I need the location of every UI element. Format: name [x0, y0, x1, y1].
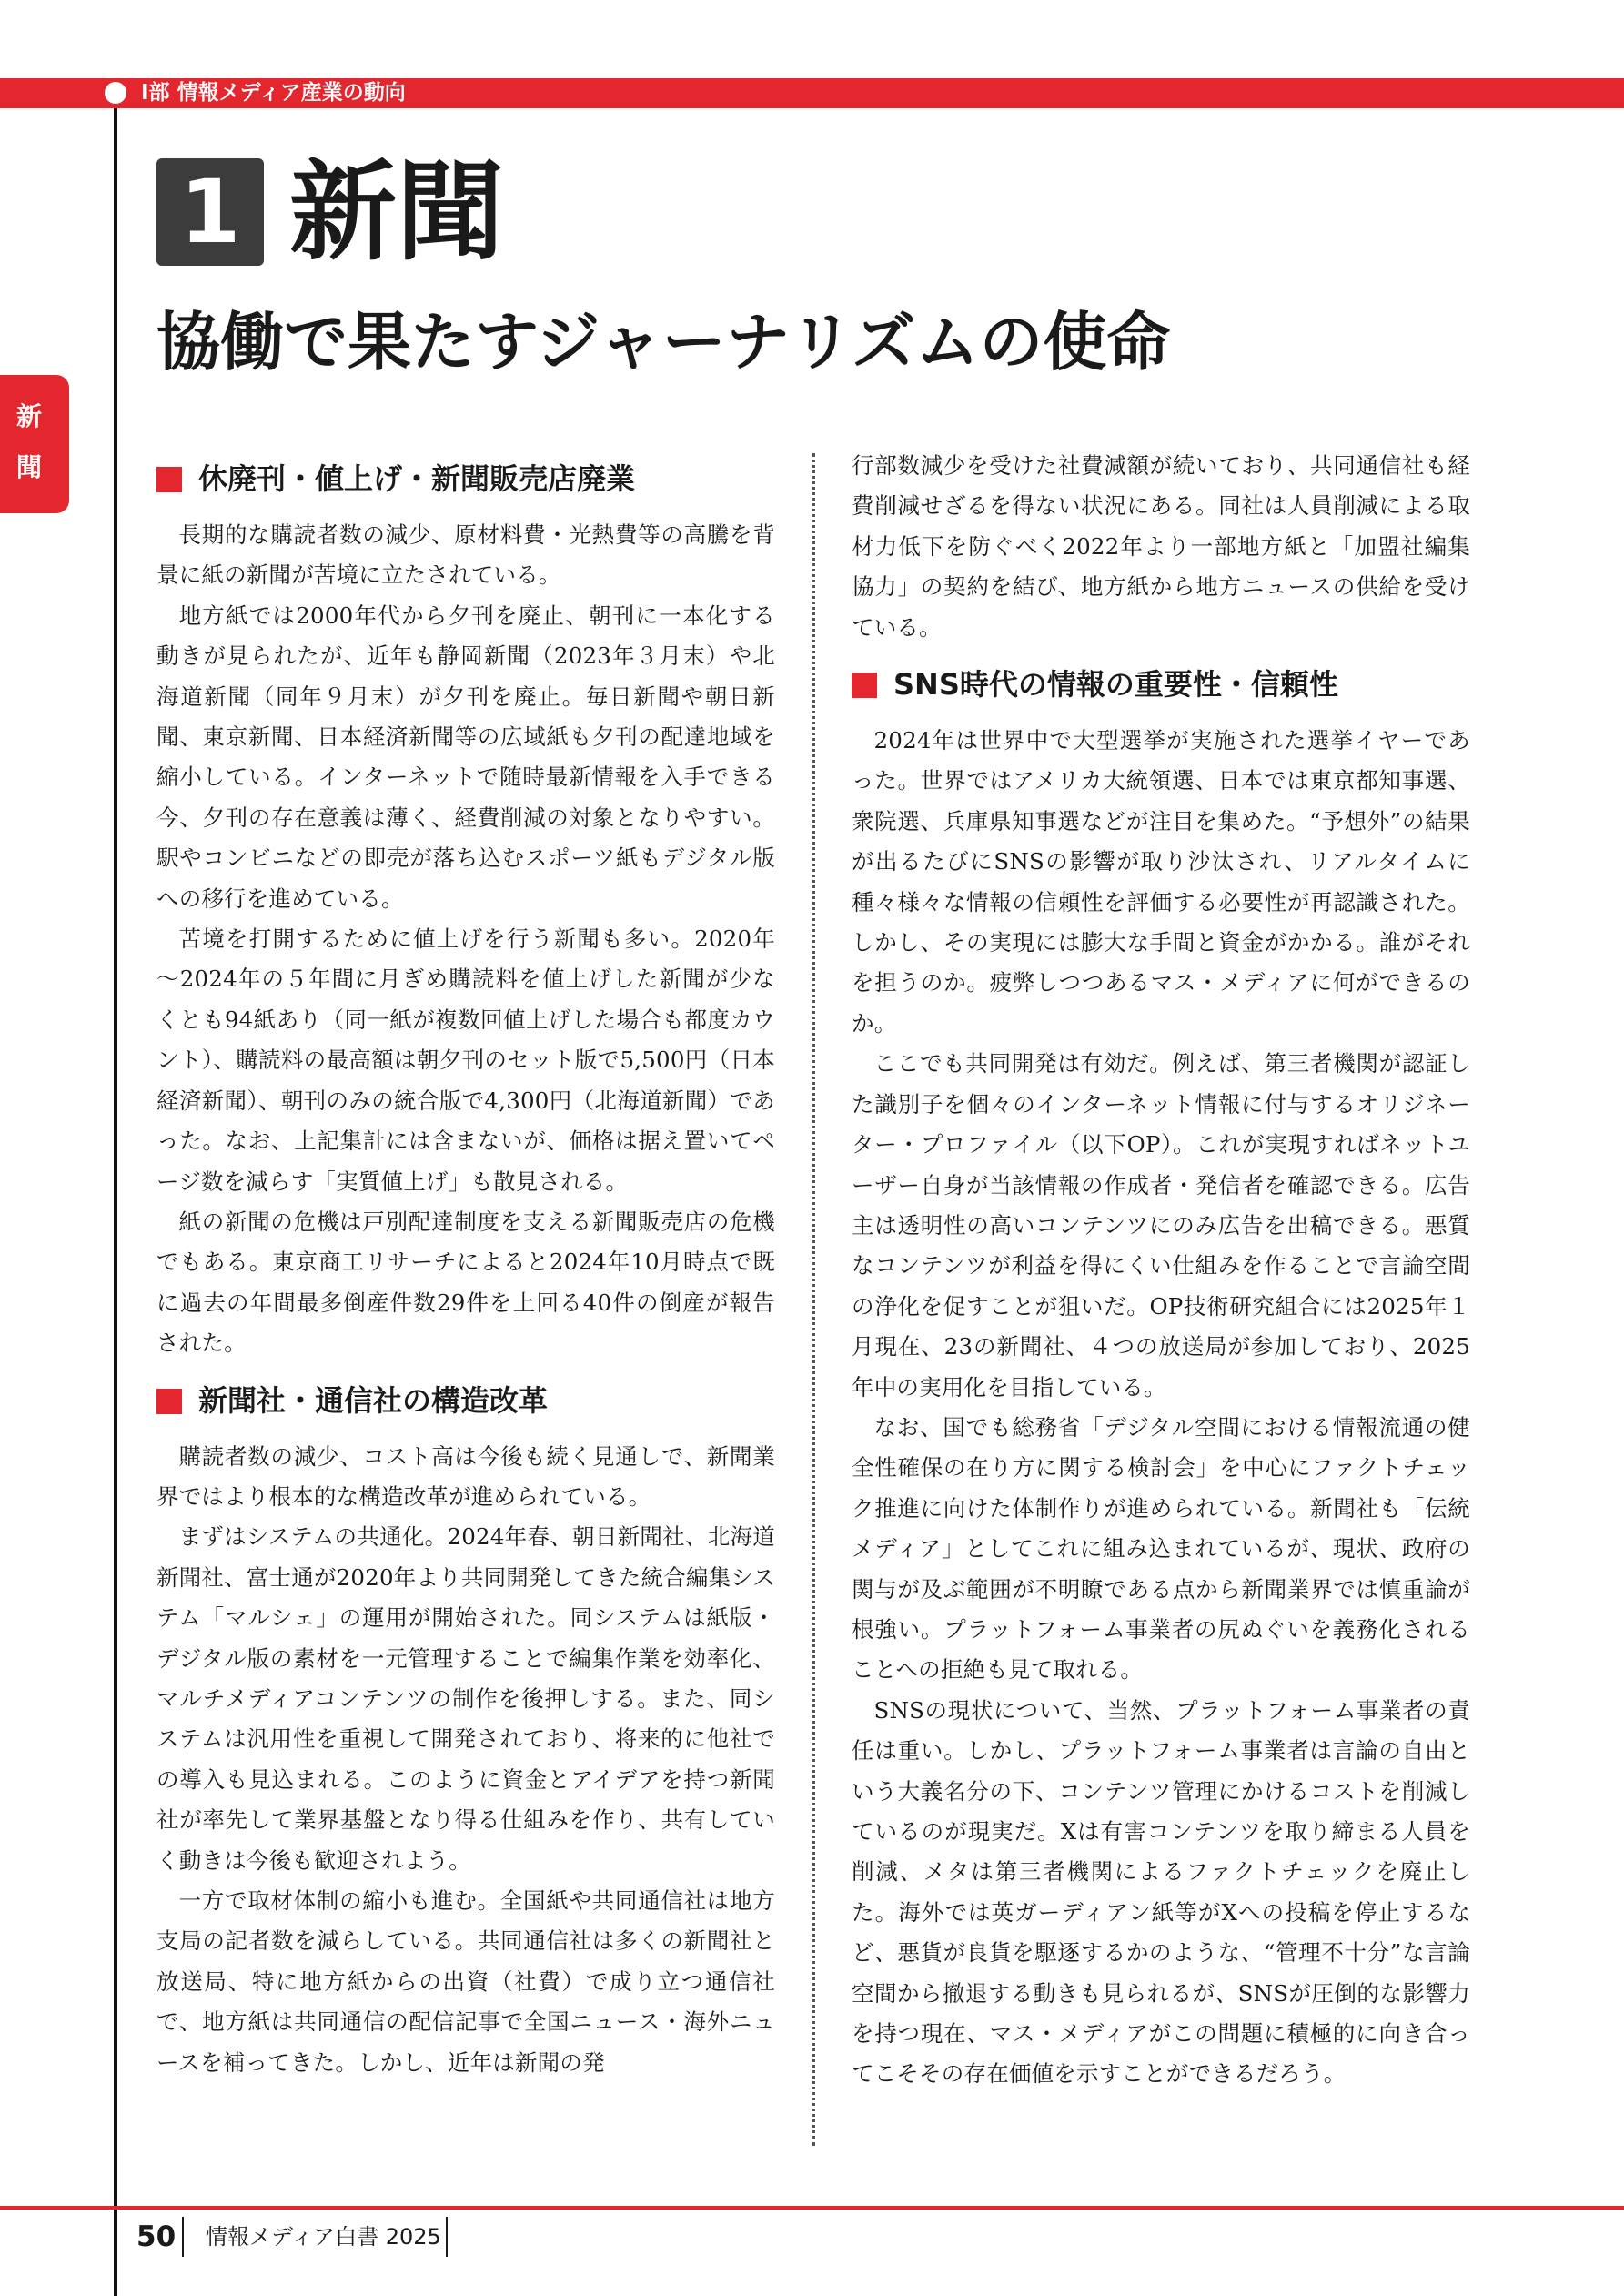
chapter-title: 新聞 — [289, 149, 505, 275]
body-paragraph: 行部数減少を受けた社費減額が続いており、共同通信社も経費削減せざるを得ない状況にある。同社は人員削減による取材力低下を防ぐべく2022年より一部地方紙と「加盟社編集協力」の契約を結び、地方紙から地方ニュースの供給を受けている。 — [852, 452, 1470, 641]
chapter-subtitle: 協働で果たすジャーナリズムの使命 — [156, 304, 1171, 379]
bullet-dot-icon — [105, 82, 126, 104]
side-tab-char-1: 新 — [15, 401, 42, 431]
left-column — [156, 459, 775, 2083]
breadcrumb: Ⅰ部 情報メディア産業の動向 — [141, 81, 406, 105]
section-heading — [852, 664, 1470, 704]
section-heading — [156, 1381, 775, 1421]
section-heading — [156, 459, 775, 499]
footer-separator — [446, 2217, 448, 2257]
body-paragraph: 2024年は世界中で大型選挙が実施された選挙イヤーであった。世界ではアメリカ大統領選、日本では東京都知事選、衆院選、兵庫県知事選などが注目を集めた。“予想外”の結果が出るたびにSNSの影響が取り沙汰され、リアルタイムに種々様々な情報の信頼性を評価する必要性が再認識された。しかし、その実現には膨大な手間と資金がかかる。誰がそれを担うのか。疲弊しつつあるマス・メディアに何ができるのか。 — [852, 727, 1470, 1037]
side-tab — [0, 375, 69, 513]
section-heading-text: 新聞社・通信社の構造改革 — [198, 1382, 549, 1418]
red-square-icon — [156, 1389, 182, 1414]
section-heading-text: 休廃刊・値上げ・新聞販売店廃業 — [198, 461, 636, 496]
body-paragraph: 紙の新聞の危機は戸別配達制度を支える新聞販売店の危機でもある。東京商工リサーチによると2024年10月時点で既に過去の年間最多倒産件数29件を上回る40件の倒産が報告された。 — [156, 1208, 775, 1357]
right-column — [852, 446, 1470, 2095]
body-paragraph: 苦境を打開するために値上げを行う新聞も多い。2020年～2024年の５年間に月ぎめ購読料を値上げした新聞が少なくとも94紙あり（同一紙が複数回値上げした場合も都度カウント）、購読料の最高額は朝夕刊のセット版で5,500円（日本経済新聞）、朝刊のみの統合版で4,300円（北海道新聞）であった。なお、上記集計には含まないが、価格は据え置いてページ数を減らす「実質値上げ」も散見される。 — [156, 925, 775, 1195]
footer-rule — [0, 2206, 1624, 2210]
body-paragraph: 地方紙では2000年代から夕刊を廃止、朝刊に一本化する動きが見られたが、近年も静岡新聞（2023年３月末）や北海道新聞（同年９月末）が夕刊を廃止。毎日新聞や朝日新聞、東京新聞、日本経済新聞等の広域紙も夕刊の配達地域を縮小している。インターネットで随時最新情報を入手できる今、夕刊の存在意義は薄く、経費削減の対象となりやすい。駅やコンビニなどの即売が落ち込むスポーツ紙もデジタル版への移行を進めている。 — [156, 602, 775, 912]
body-paragraph: 一方で取材体制の縮小も進む。全国紙や共同通信社は地方支局の記者数を減らしている。共同通信社は多くの新聞社と放送局、特に地方紙からの出資（社費）で成り立つ通信社で、地方紙は共同通信の配信記事で全国ニュース・海外ニュースを補ってきた。しかし、近年は新聞の発 — [156, 1887, 775, 2076]
body-paragraph: 購読者数の減少、コスト高は今後も続く見通しで、新聞業界ではより根本的な構造改革が進められている。 — [156, 1442, 775, 1510]
top-section-bar — [0, 78, 1624, 108]
footer-separator — [182, 2217, 184, 2257]
margin-rule — [114, 108, 117, 2296]
body-paragraph: ここでも共同開発は有効だ。例えば、第三者機関が認証した識別子を個々のインターネット情報に付与するオリジネーター・プロファイル（以下OP）。これが実現すればネットユーザー自身が当該情報の作成者・発信者を確認できる。広告主は透明性の高いコンテンツにのみ広告を出稿できる。悪質なコンテンツが利益を得にくい仕組みを作ることで言論空間の浄化を促すことが狙いだ。OP技術研究組合には2025年１月現在、23の新聞社、４つの放送局が参加しており、2025年中の実用化を目指している。 — [852, 1050, 1470, 1401]
body-paragraph: なお、国でも総務省「デジタル空間における情報流通の健全性確保の在り方に関する検討会」を中心にファクトチェック推進に向けた体制作りが進められている。新聞社も「伝統メディア」としてこれに組み込まれているが、現状、政府の関与が及ぶ範囲が不明瞭である点から新聞業界では慎重論が根強い。プラットフォーム事業者の尻ぬぐいを義務化されることへの拒絶も見て取れる。 — [852, 1413, 1470, 1684]
side-tab-char-2: 聞 — [15, 452, 42, 482]
column-divider — [812, 453, 815, 2146]
red-square-icon — [156, 467, 182, 492]
body-paragraph: 長期的な購読者数の減少、原材料費・光熱費等の高騰を背景に紙の新聞が苦境に立たされている。 — [156, 521, 775, 589]
chapter-number: 1 — [156, 158, 264, 266]
section-heading-text: SNS時代の情報の重要性・信頼性 — [893, 667, 1338, 703]
red-square-icon — [852, 673, 877, 698]
publication-title: 情報メディア白書 2025 — [206, 2224, 441, 2250]
body-paragraph: SNSの現状について、当然、プラットフォーム事業者の責任は重い。しかし、プラットフォーム事業者は言論の自由という大義名分の下、コンテンツ管理にかけるコストを削減しているのが現実だ。Xは有害コンテンツを取り締まる人員を削減、メタは第三者機関によるファクトチェックを廃止した。海外では英ガーディアン紙等がXへの投稿を停止するなど、悪貨が良貨を駆逐するかのような、“管理不十分”な言論空間から撤退する動きも見られるが、SNSが圧倒的な影響力を持つ現在、マス・メディアがこの問題に積極的に向き合ってこそその存在価値を示すことができるだろう。 — [852, 1696, 1470, 2088]
page-number: 50 — [136, 2220, 177, 2253]
body-paragraph: まずはシステムの共通化。2024年春、朝日新聞社、北海道新聞社、富士通が2020年より共同開発してきた統合編集システム「マルシェ」の運用が開始された。同システムは紙版・デジタル版の素材を一元管理することで編集作業を効率化、マルチメディアコンテンツの制作を後押しする。また、同システムは汎用性を重視して開発されており、将来的に他社での導入も見込まれる。このように資金とアイデアを持つ新聞社が率先して業界基盤となり得る仕組みを作り、共有していく動きは今後も歓迎されよう。 — [156, 1523, 775, 1874]
